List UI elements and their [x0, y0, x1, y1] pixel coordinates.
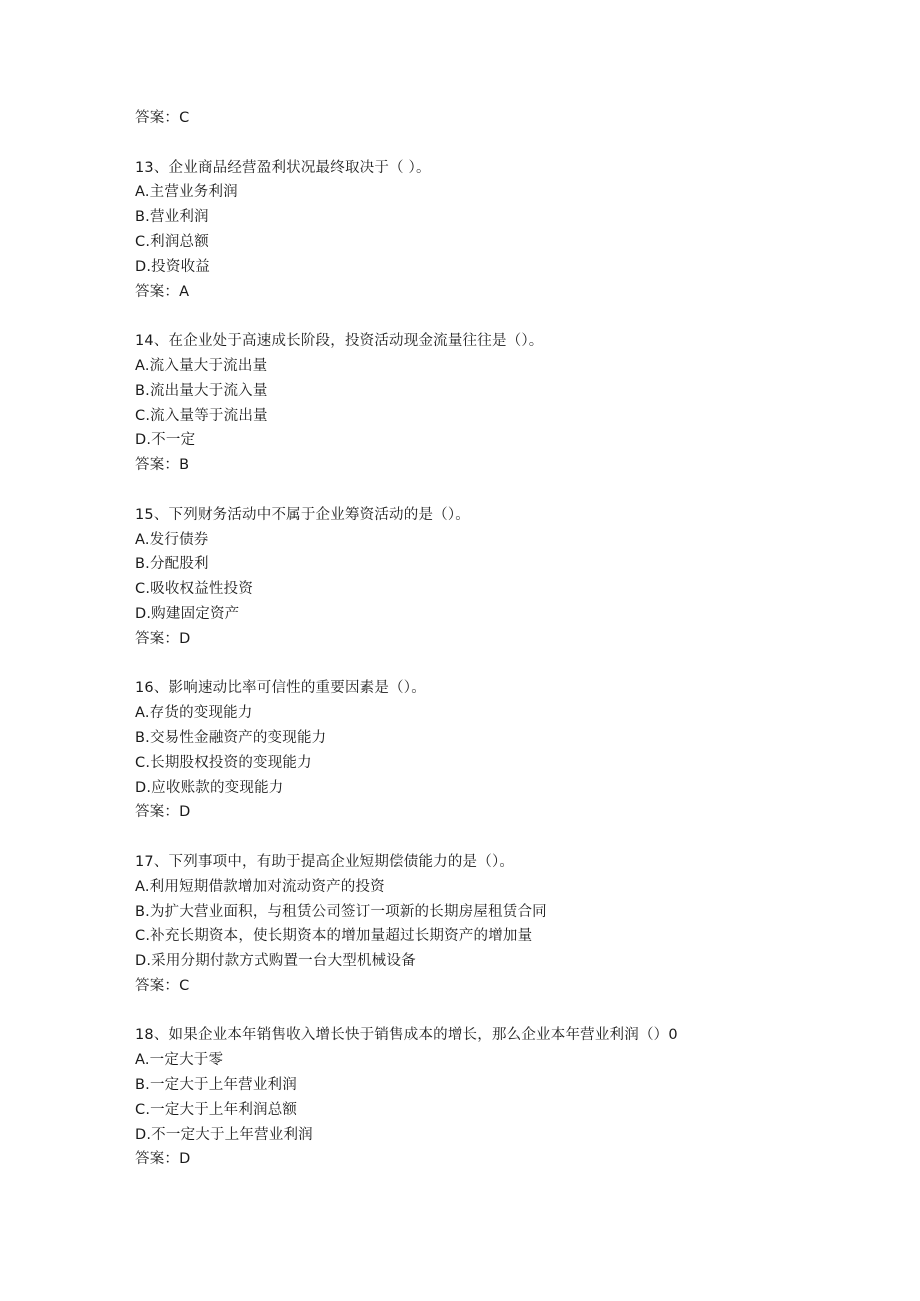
question-13 — [135, 156, 835, 305]
option-b: B.为扩大营业面积，与租赁公司签订一项新的长期房屋租赁合同 — [135, 903, 547, 920]
option-c: C.补充长期资本，使长期资本的增加量超过长期资产的增加量 — [135, 928, 533, 945]
option-d: D.不一定 — [135, 432, 196, 449]
option-a: A.一定大于零 — [135, 1052, 224, 1069]
question-15 — [135, 503, 835, 652]
option-d: D.不一定大于上年营业利润 — [135, 1126, 313, 1143]
question-stem: 17、下列事项中，有助于提高企业短期偿债能力的是（）。 — [135, 853, 515, 870]
option-a: A.存货的变现能力 — [135, 705, 253, 722]
question-16 — [135, 676, 835, 825]
answer-line: 答案：D — [135, 630, 191, 647]
option-b: B.流出量大于流入量 — [135, 382, 268, 399]
question-stem: 14、在企业处于高速成长阶段，投资活动现金流量往往是（）。 — [135, 333, 544, 350]
option-b: B.营业利润 — [135, 209, 209, 226]
option-c: C.吸收权益性投资 — [135, 581, 254, 598]
option-c: C.一定大于上年利润总额 — [135, 1101, 298, 1118]
option-d: D.投资收益 — [135, 258, 210, 275]
question-14 — [135, 329, 835, 478]
answer-line: 答案：D — [135, 804, 191, 821]
previous-answer: 答案：C — [135, 110, 190, 126]
option-c: C.利润总额 — [135, 233, 209, 250]
question-stem: 13、企业商品经营盈利状况最终取决于（ ）。 — [135, 159, 431, 176]
question-stem: 18、如果企业本年销售收入增长快于销售成本的增长，那么企业本年营业利润（）0 — [135, 1027, 678, 1044]
answer-line: 答案：A — [135, 283, 190, 300]
option-a: A.利用短期借款增加对流动资产的投资 — [135, 878, 385, 895]
option-a: A.发行债券 — [135, 531, 209, 548]
option-a: A.主营业务利润 — [135, 184, 238, 201]
answer-line: 答案：C — [135, 977, 190, 994]
page-content — [135, 106, 835, 1172]
answer-line: 答案：B — [135, 457, 190, 474]
option-b: B.交易性金融资产的变现能力 — [135, 729, 327, 746]
option-c: C.流入量等于流出量 — [135, 407, 268, 424]
option-d: D.采用分期付款方式购置一台大型机械设备 — [135, 953, 416, 970]
option-a: A.流入量大于流出量 — [135, 357, 268, 374]
answer-line: 答案：D — [135, 1151, 191, 1168]
question-stem: 15、下列财务活动中不属于企业筹资活动的是（）。 — [135, 506, 470, 523]
option-b: B.分配股利 — [135, 556, 209, 573]
option-b: B.一定大于上年营业利润 — [135, 1077, 297, 1094]
option-c: C.长期股权投资的变现能力 — [135, 754, 312, 771]
option-d: D.应收账款的变现能力 — [135, 779, 284, 796]
question-stem: 16、影响速动比率可信性的重要因素是（）。 — [135, 680, 426, 697]
question-17 — [135, 850, 835, 999]
question-18 — [135, 1023, 835, 1172]
option-d: D.购建固定资产 — [135, 605, 240, 622]
